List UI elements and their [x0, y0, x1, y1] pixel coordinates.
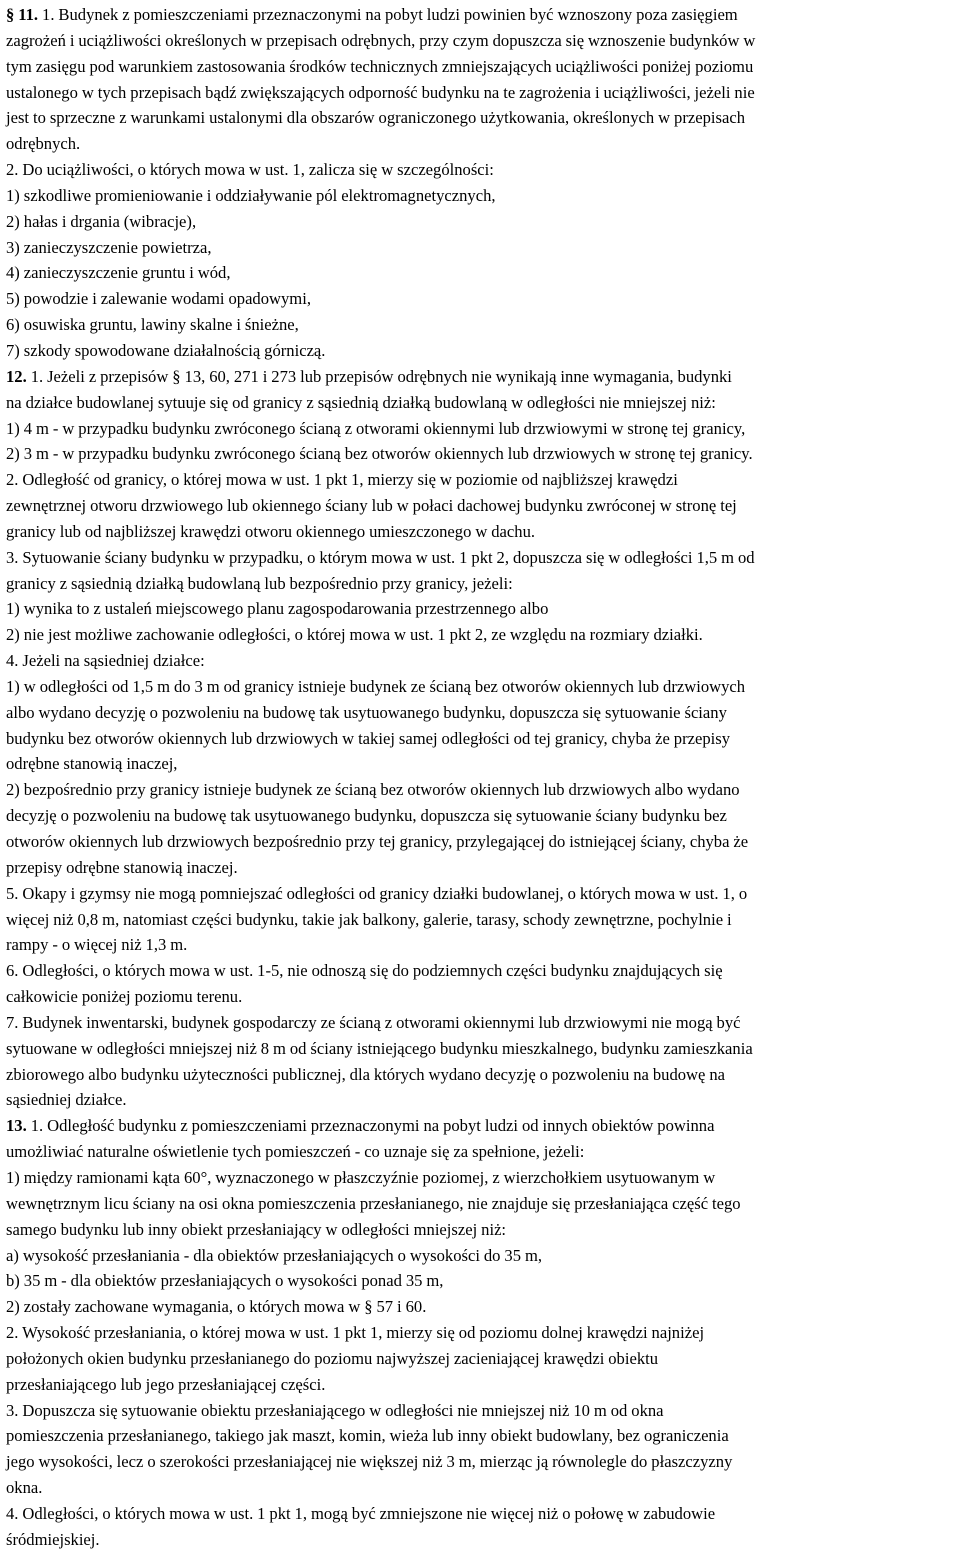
text-line: [6, 390, 954, 416]
paragraph-text: zewnętrznej otworu drzwiowego lub okiennego ściany lub w połaci dachowej budynku zwróconej w stronę tej: [6, 496, 737, 516]
paragraph-text: 1) 4 m - w przypadku budynku zwróconego ścianą z otworami okiennymi lub drzwiowymi w stronę tej granicy,: [6, 418, 746, 438]
section-heading: 12.: [6, 366, 31, 386]
text-line: [6, 596, 954, 622]
paragraph-text: 2) 3 m - w przypadku budynku zwróconego ścianą bez otworów okiennych lub drzwiowych w stronę tej granicy.: [6, 444, 753, 464]
text-line: [6, 777, 954, 803]
text-line: [6, 183, 954, 209]
text-line: [6, 1010, 954, 1036]
paragraph-text: 1. Jeżeli z przepisów § 13, 60, 271 i 273 lub przepisów odrębnych nie wynikają inne wymagania, budynki: [30, 366, 732, 386]
paragraph-text: otworów okiennych lub drzwiowych bezpośrednio przy tej granicy, przylegającej do istniejącej ściany, chyba że: [6, 832, 749, 851]
text-line: [6, 312, 954, 338]
text-line: [6, 700, 954, 726]
text-line: [6, 1320, 954, 1346]
text-line: [6, 209, 954, 235]
paragraph-text: na działce budowlanej sytuuje się od granicy z sąsiednią działką budowlaną w odległości nie mniejszej niż:: [6, 392, 716, 412]
paragraph-text: jest to sprzeczne z warunkami ustalonymi dla obszarów ograniczonego użytkowania, określonych w przepisach: [6, 108, 745, 128]
text-line: [6, 881, 954, 907]
paragraph-text: wewnętrznym licu ściany na osi okna pomieszczenia przesłanianego, nie znajduje się przesłaniająca część tego: [6, 1193, 741, 1213]
text-line: [6, 519, 954, 545]
paragraph-text: 6. Odległości, o których mowa w ust. 1-5, nie odnoszą się do podziemnych części budynku znajdujących się: [6, 961, 723, 981]
paragraph-text: odrębnych.: [6, 134, 81, 154]
paragraph-text: rampy - o więcej niż 1,3 m.: [6, 935, 188, 955]
paragraph-text: 1) wynika to z ustaleń miejscowego planu zagospodarowania przestrzennego albo: [6, 599, 549, 619]
paragraph-text: 2) nie jest możliwe zachowanie odległości, o której mowa w ust. 1 pkt 2, ze względu na rozmiary działki.: [6, 625, 703, 645]
text-line: [6, 493, 954, 519]
text-line: [6, 1243, 954, 1269]
paragraph-text: przesłaniającego lub jego przesłaniającej części.: [6, 1374, 326, 1394]
paragraph-text: zbiorowego albo budynku użyteczności publicznej, dla których wydano decyzję o pozwoleniu na budowę na: [6, 1064, 726, 1084]
section-heading: 13.: [6, 1116, 31, 1136]
paragraph-text: 1. Odległość budynku z pomieszczeniami przeznaczonymi na pobyt ludzi od innych obiektów powinna: [30, 1116, 715, 1136]
text-line: [6, 1423, 954, 1449]
text-line: [6, 1165, 954, 1191]
paragraph-text: całkowicie poniżej poziomu terenu.: [6, 987, 243, 1007]
text-line: [6, 855, 954, 881]
text-line: [6, 726, 954, 752]
paragraph-text: sytuowane w odległości mniejszej niż 8 m od ściany istniejącego budynku mieszkalnego, budynku zamieszkania: [6, 1038, 753, 1058]
text-line: [6, 441, 954, 467]
text-line: [6, 1372, 954, 1398]
text-line: [6, 829, 954, 855]
text-line: [6, 1294, 954, 1320]
text-line: [6, 80, 954, 106]
paragraph-text: 5) powodzie i zalewanie wodami opadowymi,: [6, 289, 311, 309]
text-line: [6, 157, 954, 183]
paragraph-text: 3. Sytuowanie ściany budynku w przypadku, o którym mowa w ust. 1 pkt 2, dopuszcza się w odległości 1,5 m od: [6, 547, 755, 567]
paragraph-text: 2. Wysokość przesłaniania, o której mowa w ust. 1 pkt 1, mierzy się od poziomu dolnej krawędzi najniżej: [6, 1323, 705, 1343]
paragraph-text: więcej niż 0,8 m, natomiast części budynku, takie jak balkony, galerie, tarasy, schody zewnętrzne, pochylnie i: [6, 909, 732, 929]
text-line: [6, 751, 954, 777]
text-line: [6, 545, 954, 571]
paragraph-text: 1) szkodliwe promieniowanie i oddziaływanie pól elektromagnetycznych,: [6, 185, 496, 205]
paragraph-text: 1. Budynek z pomieszczeniami przeznaczonymi na pobyt ludzi powinien być wznoszony poza zasięgiem: [42, 5, 738, 24]
text-line: [6, 2, 954, 28]
paragraph-text: pomieszczenia przesłanianego, takiego jak maszt, komin, wieża lub inny obiekt budowlany, bez ograniczenia: [6, 1426, 729, 1446]
paragraph-text: 2. Odległość od granicy, o której mowa w ust. 1 pkt 1, mierzy się w poziomie od najbliższej krawędzi: [6, 470, 678, 490]
text-line: [6, 932, 954, 958]
text-line: [6, 28, 954, 54]
text-line: [6, 1113, 954, 1139]
text-line: [6, 467, 954, 493]
text-line: [6, 984, 954, 1010]
text-line: [6, 803, 954, 829]
paragraph-text: 4. Jeżeli na sąsiedniej działce:: [6, 651, 205, 671]
text-line: [6, 958, 954, 984]
text-line: [6, 286, 954, 312]
text-line: [6, 571, 954, 597]
text-line: [6, 260, 954, 286]
paragraph-text: 7. Budynek inwentarski, budynek gospodarczy ze ścianą z otworami okiennymi lub drzwiowymi nie mogą być: [6, 1012, 741, 1032]
paragraph-text: 6) osuwiska gruntu, lawiny skalne i śnieżne,: [6, 315, 299, 335]
document-page: [6, 2, 954, 1553]
paragraph-text: okna.: [6, 1478, 43, 1498]
paragraph-text: sąsiedniej działce.: [6, 1090, 127, 1110]
section-heading: § 11.: [6, 5, 43, 24]
paragraph-text: a) wysokość przesłaniania - dla obiektów przesłaniających o wysokości do 35 m,: [6, 1245, 543, 1265]
paragraph-text: albo wydano decyzję o pozwoleniu na budowę tak usytuowanego budynku, dopuszcza się sytuowanie ściany: [6, 702, 727, 722]
paragraph-text: odrębne stanowią inaczej,: [6, 754, 178, 774]
paragraph-text: zagrożeń i uciążliwości określonych w przepisach odrębnych, przy czym dopuszcza się wznoszenie budynków w: [6, 30, 756, 50]
paragraph-text: 3. Dopuszcza się sytuowanie obiektu przesłaniającego w odległości nie mniejszej niż 10 m od okna: [6, 1400, 664, 1420]
text-line: [6, 674, 954, 700]
text-line: [6, 131, 954, 157]
text-line: [6, 907, 954, 933]
paragraph-text: 1) między ramionami kąta 60°, wyznaczonego w płaszczyźnie poziomej, z wierzchołkiem usytuowanym w: [6, 1167, 716, 1187]
text-line: [6, 648, 954, 674]
paragraph-text: granicy lub od najbliższej krawędzi otworu okiennego umieszczonego w dachu.: [6, 521, 536, 541]
text-line: [6, 622, 954, 648]
text-line: [6, 235, 954, 261]
paragraph-text: jego wysokości, lecz o szerokości przesłaniającej nie większej niż 3 m, mierząc ją równolegle do płaszczyzny: [6, 1452, 733, 1472]
text-line: [6, 1036, 954, 1062]
text-line: [6, 1527, 954, 1553]
paragraph-text: 2) zostały zachowane wymagania, o których mowa w § 57 i 60.: [6, 1297, 427, 1317]
text-line: [6, 364, 954, 390]
paragraph-text: 7) szkody spowodowane działalnością górniczą.: [6, 340, 326, 360]
text-line: [6, 1062, 954, 1088]
paragraph-text: położonych okien budynku przesłanianego do poziomu najwyższej zacieniającej krawędzi obiektu: [6, 1348, 659, 1368]
paragraph-text: 3) zanieczyszczenie powietrza,: [6, 237, 212, 257]
paragraph-text: tym zasięgu pod warunkiem zastosowania środków technicznych zmniejszających uciążliwości poniżej poziomu: [6, 56, 754, 76]
text-line: [6, 1501, 954, 1527]
text-line: [6, 1191, 954, 1217]
text-line: [6, 1475, 954, 1501]
text-line: [6, 54, 954, 80]
text-line: [6, 1346, 954, 1372]
paragraph-text: 5. Okapy i gzymsy nie mogą pomniejszać odległości od granicy działki budowlanej, o których mowa w ust. 1, o: [6, 883, 748, 903]
paragraph-text: śródmiejskiej.: [6, 1529, 100, 1549]
text-line: [6, 1139, 954, 1165]
paragraph-text: przepisy odrębne stanowią inaczej.: [6, 857, 238, 877]
paragraph-text: granicy z sąsiednią działką budowlaną lub bezpośrednio przy granicy, jeżeli:: [6, 573, 513, 593]
text-line: [6, 1398, 954, 1424]
paragraph-text: umożliwiać naturalne oświetlenie tych pomieszczeń - co uznaje się za spełnione, jeżeli:: [6, 1142, 585, 1162]
text-line: [6, 105, 954, 131]
text-line: [6, 338, 954, 364]
paragraph-text: ustalonego w tych przepisach bądź zwiększających odporność budynku na te zagrożenia i uciążliwości, jeżeli nie: [6, 82, 755, 102]
paragraph-text: 2) bezpośrednio przy granicy istnieje budynek ze ścianą bez otworów okiennych lub drzwiowych albo wydano: [6, 780, 740, 800]
paragraph-text: budynku bez otworów okiennych lub drzwiowych w takiej samej odległości od tej granicy, chyba że przepisy: [6, 728, 730, 748]
text-line: [6, 1087, 954, 1113]
text-line: [6, 1217, 954, 1243]
paragraph-text: samego budynku lub inny obiekt przesłaniający w odległości mniejszej niż:: [6, 1219, 507, 1239]
paragraph-text: b) 35 m - dla obiektów przesłaniających o wysokości ponad 35 m,: [6, 1271, 444, 1291]
paragraph-text: 2. Do uciążliwości, o których mowa w ust. 1, zalicza się w szczególności:: [6, 160, 494, 180]
paragraph-text: decyzję o pozwoleniu na budowę tak usytuowanego budynku, dopuszcza się sytuowanie ściany budynku bez: [6, 806, 727, 826]
paragraph-text: 4. Odległości, o których mowa w ust. 1 pkt 1, mogą być zmniejszone nie więcej niż o połowę w zabudowie: [6, 1503, 716, 1523]
paragraph-text: 4) zanieczyszczenie gruntu i wód,: [6, 263, 231, 283]
paragraph-text: 1) w odległości od 1,5 m do 3 m od granicy istnieje budynek ze ścianą bez otworów okiennych lub drzwiowych: [6, 676, 746, 696]
text-line: [6, 416, 954, 442]
text-line: [6, 1268, 954, 1294]
text-line: [6, 1449, 954, 1475]
paragraph-text: 2) hałas i drgania (wibracje),: [6, 211, 197, 231]
